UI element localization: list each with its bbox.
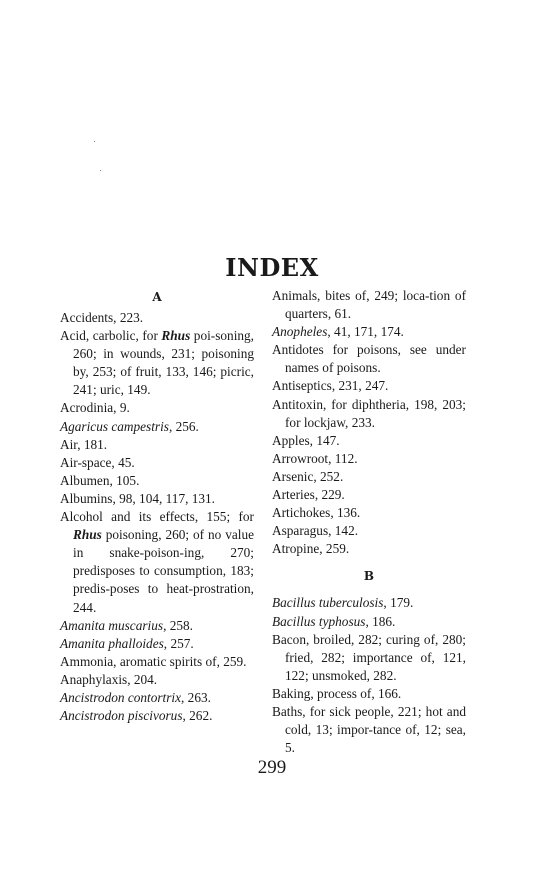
entry-text: Albumen, 105. (60, 472, 140, 488)
entry-text: Baths, for sick people, 221; hot and cold, 13; impor-tance of, 12; sea, 5. (272, 703, 466, 756)
entry-text: , 41, 171, 174. (327, 324, 404, 340)
entry-text: poisoning, 260; of no value in snake-poison-ing, 270; predisposes to consumption, 183; predis-poses to heat-prostration, 244. (73, 527, 254, 615)
entry-text: Arsenic, 252. (272, 468, 344, 484)
paper-speck (94, 141, 95, 142)
entry-text: , 262. (182, 708, 213, 724)
entry-text: Animals, bites of, 249; loca-tion of quarters, 61. (272, 288, 466, 322)
section-letter-b: B (363, 569, 375, 584)
index-entry (60, 436, 254, 454)
index-entry (272, 396, 466, 432)
entry-list-a-left (60, 309, 254, 725)
index-entry (60, 399, 254, 417)
index-entry (60, 490, 254, 508)
entry-text: Apples, 147. (272, 432, 340, 448)
entry-text: Acid, carbolic, for (60, 328, 162, 344)
entry-text: Antiseptics, 231, 247. (272, 378, 389, 394)
entry-text: Acrodinia, 9. (60, 400, 130, 416)
index-entry (272, 287, 466, 323)
index-entry (272, 504, 466, 522)
entry-term-italic: Amanita phalloides (60, 635, 164, 651)
entry-text: Ammonia, aromatic spirits of, 259. (60, 653, 247, 669)
index-entry (60, 508, 254, 617)
entry-term-italic: Ancistrodon contortrix (60, 689, 182, 705)
entry-term-italic: Agaricus campestris (60, 418, 169, 434)
index-entry (272, 323, 466, 341)
index-entry (272, 468, 466, 486)
index-entry (60, 309, 254, 327)
index-entry (60, 671, 254, 689)
entry-text: Accidents, 223. (60, 310, 144, 325)
entry-text: , 186. (365, 613, 396, 629)
entry-text: , 179. (383, 595, 414, 611)
entry-term-italic: Anopheles (272, 324, 328, 340)
entry-text: Arteries, 229. (272, 487, 345, 503)
index-entry (60, 617, 254, 635)
entry-term-italic: Rhus (161, 328, 191, 344)
entry-term-italic: Bacillus tuberculosis (272, 595, 384, 611)
entry-text: Antidotes for poisons, see under names of poisons. (272, 342, 466, 376)
index-entry (272, 522, 466, 540)
entry-text: Air, 181. (60, 436, 108, 452)
index-entry (272, 486, 466, 504)
index-entry (60, 327, 254, 399)
entry-list-b (272, 594, 466, 757)
index-title: INDEX (225, 253, 319, 282)
index-entry (60, 472, 254, 490)
entry-term-italic: Rhus (73, 527, 102, 543)
index-column-left (60, 287, 254, 725)
index-entry (272, 613, 466, 631)
paper-speck (100, 170, 101, 171)
entry-term-italic: Ancistrodon piscivorus (60, 708, 183, 724)
entry-text: Albumins, 98, 104, 117, 131. (60, 490, 216, 506)
page-number: 299 (257, 757, 287, 778)
entry-text: Bacon, broiled, 282; curing of, 280; fried, 282; importance of, 121, 122; unsmoked, 282. (272, 631, 466, 683)
index-entry (60, 689, 254, 707)
entry-text: Baking, process of, 166. (272, 685, 402, 701)
index-entry (272, 432, 466, 450)
index-entry (272, 450, 466, 468)
entry-text: Anaphylaxis, 204. (60, 671, 158, 687)
entry-text: poi-soning, 260; in wounds, 231; poisoning by, 253; of fruit, 133, 146; picric, 241; uric, 149. (73, 328, 255, 398)
entry-list-a-right (272, 287, 466, 558)
entry-text: Alcohol and its effects, 155; for (60, 509, 254, 525)
entry-text: Air-space, 45. (60, 454, 135, 470)
entry-text: Arrowroot, 112. (272, 450, 358, 466)
entry-text: Artichokes, 136. (272, 505, 361, 521)
entry-text: , 263. (181, 689, 211, 705)
index-entry (60, 454, 254, 472)
entry-term-italic: Amanita muscarius (60, 617, 164, 633)
entry-text: Atropine, 259. (272, 541, 350, 557)
index-entry (60, 635, 254, 653)
index-entry (272, 703, 466, 757)
entry-text: , 256. (168, 418, 199, 434)
index-entry (272, 377, 466, 395)
entry-text: , 258. (163, 617, 193, 633)
index-entry (272, 594, 466, 612)
entry-text: Antitoxin, for diphtheria, 198, 203; for lockjaw, 233. (272, 396, 466, 430)
index-entry (60, 653, 254, 671)
index-entry (272, 631, 466, 685)
index-column-right (272, 287, 466, 757)
index-entry (272, 685, 466, 703)
entry-text: Asparagus, 142. (272, 523, 359, 539)
section-letter-a: A (152, 290, 162, 304)
index-entry (60, 418, 254, 436)
index-entry (272, 540, 466, 558)
entry-term-italic: Bacillus typhosus (272, 613, 366, 629)
index-entry (272, 341, 466, 377)
entry-text: , 257. (163, 635, 194, 651)
index-entry (60, 707, 254, 725)
